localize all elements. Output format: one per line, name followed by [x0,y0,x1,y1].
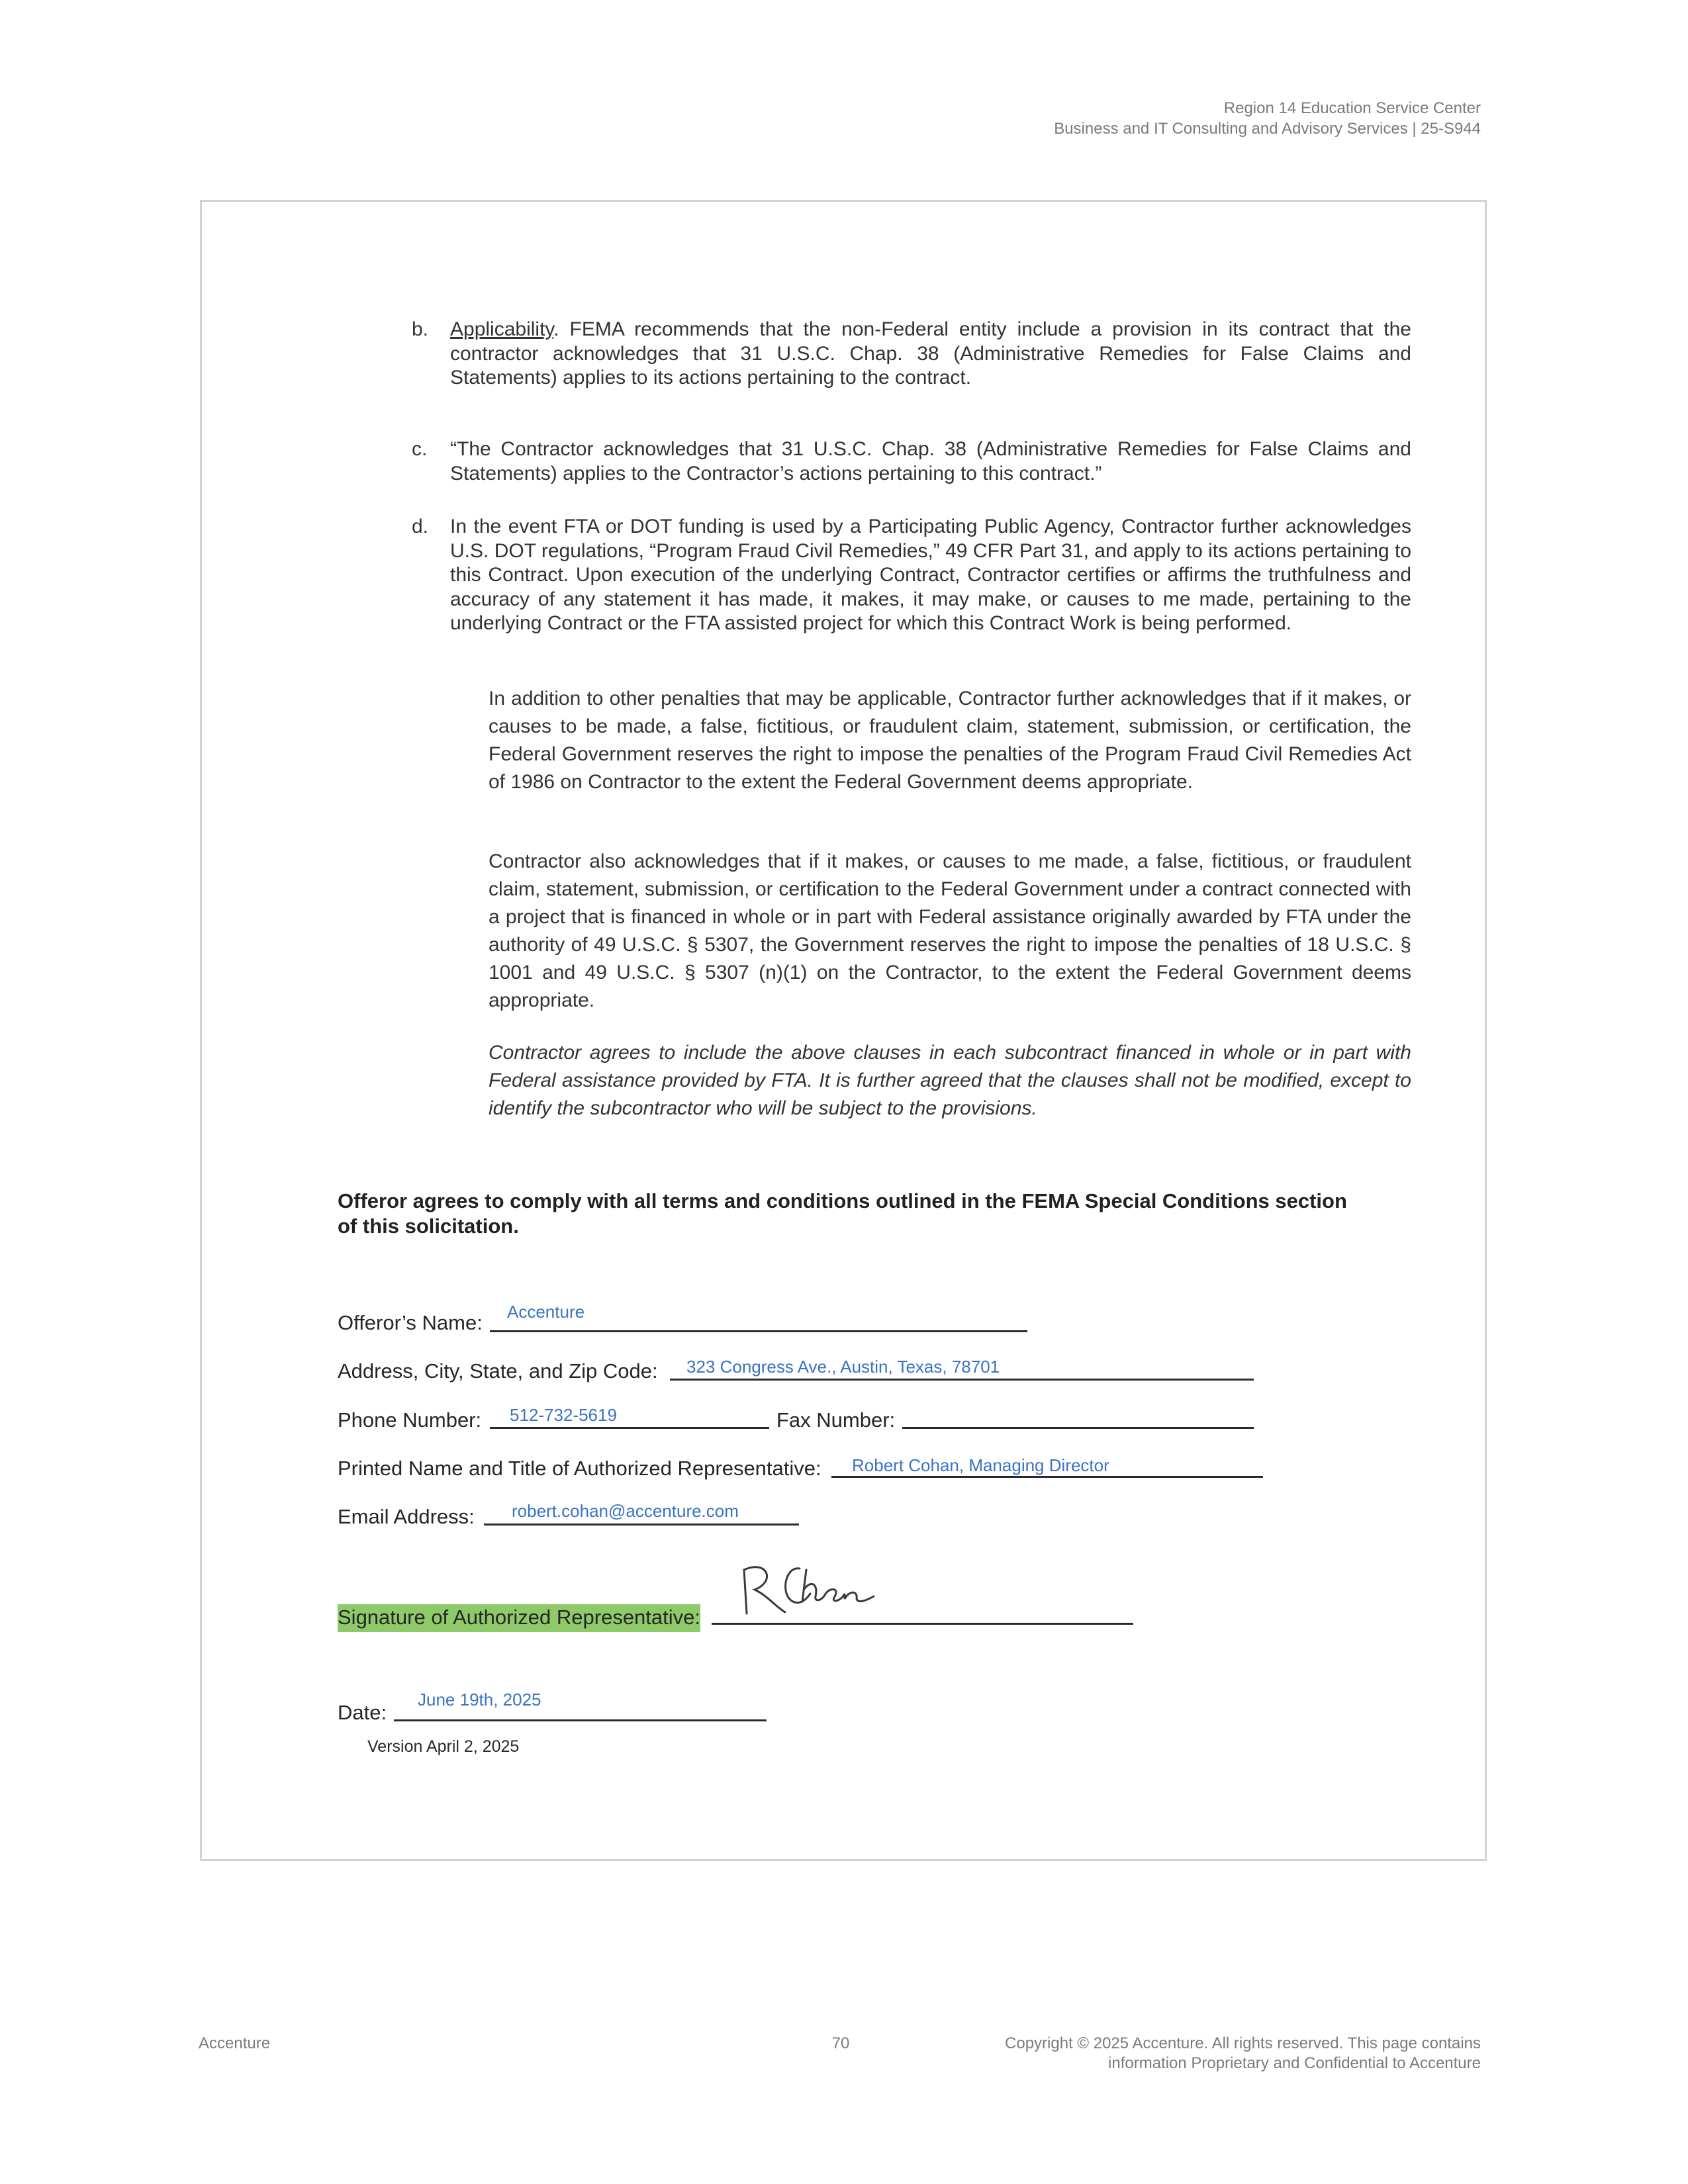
address-line [670,1379,1254,1381]
footer-copyright [1005,2034,1481,2073]
page-number: 70 [831,2034,850,2052]
clause-d-marker: d. [412,516,429,537]
phone-value[interactable]: 512-732-5619 [510,1405,617,1425]
header-project: Business and IT Consulting and Advisory Services | 25-S944 [1054,120,1481,138]
offeror-name-line [490,1330,1027,1332]
date-value[interactable]: June 19th, 2025 [418,1690,541,1709]
representative-label: Printed Name and Title of Authorized Representative: [338,1457,821,1480]
version-note: Version April 2, 2025 [367,1737,520,1756]
page-header [1054,98,1481,139]
clause-b-title: Applicability [450,318,554,340]
clause-d-text: In the event FTA or DOT funding is used by a Participating Public Agency, Contractor further acknowledges U.S. DOT regulations, “Program Fraud Civil Remedies,” 49 CFR Part 31, and apply to its actions pertaining to this Contract. Upon execution of the underlying Contract, Contractor certifies or affirms the truthfulness and accuracy of any statement it has made, it makes, it may make, or causes to me made, pertaining to the underlying Contract or the FTA assisted project for which this Contract Work is being performed. [450,516,1411,634]
footer-copyright-line2: information Proprietary and Confidential to Accenture [1108,2054,1481,2072]
fax-label: Fax Number: [776,1408,896,1432]
offeror-name-label: Offeror’s Name: [338,1311,483,1334]
clause-c-marker: c. [412,438,428,460]
clause-b [412,318,1411,390]
signature-label: Signature of Authorized Representative: [338,1604,700,1632]
email-label: Email Address: [338,1505,475,1528]
clause-b-marker: b. [412,318,429,340]
clause-d-paragraph-fta: Contractor also acknowledges that if it makes, or causes to me made, a false, fictitious, or fraudulent claim, statement, submission, or certification to the Federal Government under a contract connected with a project that is financed in whole or in part with Federal assistance originally awarded by FTA under the authority of 49 U.S.C. § 5307, the Government reserves the right to impose the penalties of 18 U.S.C. § 1001 and 49 U.S.C. § 5307 (n)(1) on the Contractor, to the extent the Federal Government deems appropriate. [489,850,1411,1011]
offeror-name-value[interactable]: Accenture [507,1302,585,1322]
address-value[interactable]: 323 Congress Ave., Austin, Texas, 78701 [686,1357,1000,1377]
footer-company: Accenture [199,2034,271,2052]
representative-line [831,1476,1263,1478]
address-label: Address, City, State, and Zip Code: [338,1359,658,1383]
clause-c-text: “The Contractor acknowledges that 31 U.S.C. Chap. 38 (Administrative Remedies for False Claims and Statements) applies to the Contractor’s actions pertaining to this contract.” [450,438,1411,484]
clause-d-paragraph-subcontract: Contractor agrees to include the above clauses in each subcontract financed in whole or in part with Federal assistance provided by FTA. It is further agreed that the clauses shall not be modified, except to identify the subcontractor who will be subject to the provisions. [489,1042,1411,1119]
clause-b-text: . FEMA recommends that the non-Federal entity include a provision in its contract that the contractor acknowledges that 31 U.S.C. Chap. 38 (Administrative Remedies for False Claims and Statements) applies to its actions pertaining to the contract. [450,318,1411,388]
clause-c [412,437,1411,486]
fax-line [902,1427,1254,1429]
phone-line [490,1427,769,1429]
date-line [394,1719,767,1721]
phone-label: Phone Number: [338,1408,482,1432]
clause-d [412,515,1411,636]
agreement-statement: Offeror agrees to comply with all terms and conditions outlined in the FEMA Special Conditions section of this solicitation. [338,1189,1347,1238]
footer-copyright-line1: Copyright © 2025 Accenture. All rights reserved. This page contains [1005,2034,1481,2052]
email-value[interactable]: robert.cohan@accenture.com [512,1501,739,1521]
header-org: Region 14 Education Service Center [1223,99,1481,117]
clause-d-paragraph-penalties: In addition to other penalties that may be applicable, Contractor further acknowledges that if it makes, or causes to be made, a false, fictitious, or fraudulent claim, statement, submission, or certification, the Federal Government reserves the right to impose the penalties of the Program Fraud Civil Remedies Act of 1986 on Contractor to the extent the Federal Government deems appropriate. [489,688,1411,793]
signature-image [728,1555,887,1628]
date-label: Date: [338,1701,387,1724]
email-line [484,1524,799,1525]
representative-value[interactable]: Robert Cohan, Managing Director [852,1455,1109,1475]
